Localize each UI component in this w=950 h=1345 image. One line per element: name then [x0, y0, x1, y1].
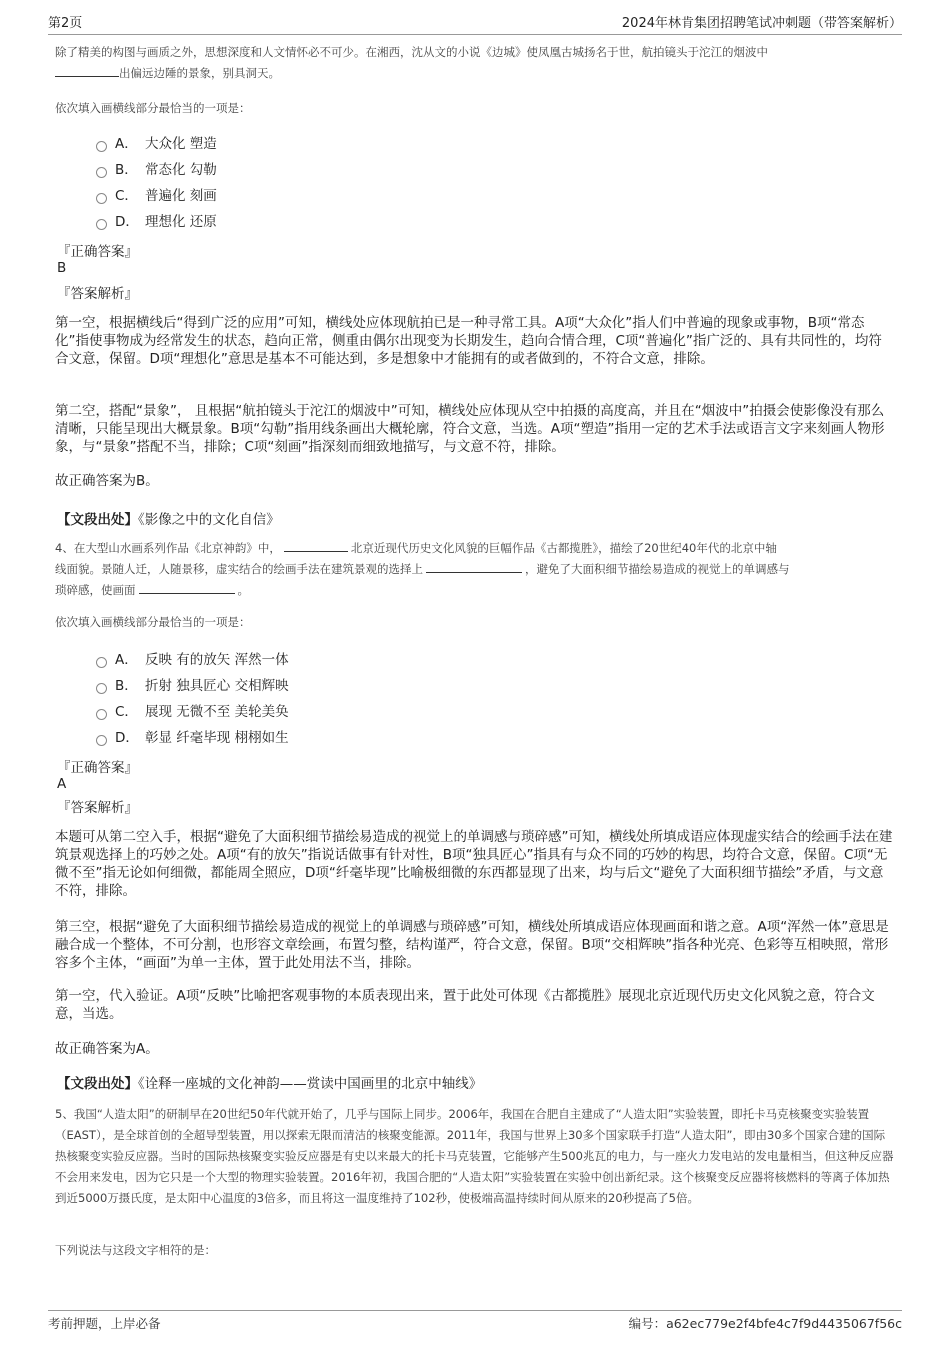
q4-answer: A	[57, 776, 67, 792]
document-code: 编号：a62ec779e2f4bfe4c7f9d4435067f56c	[628, 1316, 902, 1331]
q4-stem-line2	[55, 559, 895, 580]
option-letter: A．	[115, 652, 138, 668]
option-letter: B．	[115, 678, 138, 694]
option-letter: D．	[115, 730, 139, 746]
option-letter: C．	[115, 188, 138, 204]
q4-analysis-para3: 第一空，代入验证。A项“反映”比喻把客观事物的本质表现出来，置于此处可体现《古都揽胜》展现北京近现代历史文化风貌之意，符合文意，当选。	[55, 988, 875, 1022]
option-text: 理想化 还原	[145, 214, 217, 230]
q3-answer-label: 『正确答案』	[57, 244, 138, 260]
q3-stem	[55, 42, 895, 84]
q4-instruction: 依次填入画横线部分最恰当的一项是：	[55, 615, 251, 629]
q4-option-c[interactable]	[96, 702, 289, 722]
q3-analysis-para1: 第一空，根据横线后“得到广泛的应用”可知，横线处应体现航拍已是一种寻常工具。A项“大众化”指人们中普遍的现象或事物，B项“常态化”指使事物成为经常发生的状态，趋向正常，侧重由偶尔出现变为长期发生，趋向合情合理，C项“普遍化”指广泛的、具有共同性的，均符合文意，保留。D项“理想化”意思是基本不可能达到，多是想象中才能拥有的或者做到的，不符合文意，排除。	[55, 315, 882, 367]
footer-divider	[48, 1310, 902, 1311]
q3-option-b[interactable]	[96, 160, 217, 180]
q5-stem: 5、我国“人造太阳”的研制早在20世纪50年代就开始了，几乎与国际上同步。2006年，我国在合肥自主建成了“人造太阳”实验装置，即托卡马克核聚变实验装置（EAST），是全球首创的全超导型装置，用以探索无限而清洁的核聚变能源。2011年，我国与世界上30多个国家联手打造“人造太阳”，即由30多个国家合建的国际热核聚变实验反应器。当时的国际热核聚变实验反应器是有史以来最大的托卡马克装置，它能够产生500兆瓦的电力，与一座火力发电站的发电量相当，但这种反应器不会用来发电，因为它只是一个大型的物理实验装置。2016年初，我国合肥的“人造太阳”实验装置在实验中创出新纪录。这个核聚变反应器将核燃料的等离子体加热到近5000万摄氏度，是太阳中心温度的3倍多，而且将这一温度维持了102秒，使极端高温持续时间从原来的20秒提高了5倍。	[55, 1107, 894, 1205]
radio-icon[interactable]	[96, 657, 107, 668]
document-title: 2024年林肯集团招聘笔试冲刺题（带答案解析）	[621, 16, 902, 31]
radio-icon[interactable]	[96, 735, 107, 746]
option-text: 展现 无微不至 美轮美奂	[145, 704, 289, 720]
q3-instruction: 依次填入画横线部分最恰当的一项是：	[55, 101, 251, 115]
q4-source	[57, 1072, 482, 1092]
q4-conclusion: 故正确答案为A。	[55, 1041, 159, 1057]
q3-analysis-para2: 第二空，搭配“景象”， 且根据“航拍镜头于沱江的烟波中”可知，横线处应体现从空中拍摄的高度高，并且在“烟波中”拍摄会使影像没有那么清晰，只能呈现出大概景象。B项“勾勒”指用线条画出大概轮廓，符合文意，当选。A项“塑造”指用一定的艺术手法或语言文字来刻画人物形象，与“景象”搭配不当，排除；C项“刻画”指深刻而细致地描写，与文意不符，排除。	[55, 403, 885, 455]
q5-instruction: 下列说法与这段文字相符的是：	[55, 1243, 216, 1257]
option-text: 常态化 勾勒	[145, 162, 217, 178]
source-label: 【文段出处】	[57, 1076, 138, 1092]
source-text: 《影像之中的文化自信》	[138, 512, 280, 528]
page-header	[48, 12, 902, 32]
q3-answer: B	[57, 260, 67, 276]
q3-conclusion: 故正确答案为B。	[55, 473, 159, 489]
option-letter: D．	[115, 214, 139, 230]
q4-option-d[interactable]	[96, 728, 289, 748]
q3-stem-line1: 除了精美的构图与画质之外，思想深度和人文情怀必不可少。在湘西，沈从文的小说《边城》使凤凰古城扬名于世，航拍镜头于沱江的烟波中	[55, 45, 768, 59]
option-letter: A．	[115, 136, 138, 152]
q4-stem-d: ，避免了大面积细节描绘易造成的视觉上的单调感与	[525, 562, 790, 576]
q3-stem-tail: 出偏远边陲的景象，别具洞天。	[119, 66, 280, 80]
option-text: 彰显 纤毫毕现 栩栩如生	[145, 730, 289, 746]
option-text: 普遍化 刻画	[145, 188, 217, 204]
q4-stem-c: 线面貌。景随人迁，人随景移，虚实结合的绘画手法在建筑景观的选择上	[55, 562, 423, 576]
header-divider	[48, 34, 902, 35]
q4-stem-e: 琐碎感，使画面	[55, 583, 136, 597]
q3-source	[57, 508, 280, 528]
q4-analysis-label: 『答案解析』	[57, 800, 138, 816]
q4-stem-line3	[55, 580, 895, 601]
radio-icon[interactable]	[96, 193, 107, 204]
q4-stem-a: 4、在大型山水画系列作品《北京神韵》中，	[55, 541, 281, 555]
option-text: 反映 有的放矢 浑然一体	[145, 652, 289, 668]
q4-stem-b: 北京近现代历史文化风貌的巨幅作品《古都揽胜》，描绘了20世纪40年代的北京中轴	[350, 541, 777, 555]
footer-slogan: 考前押题，上岸必备	[48, 1316, 161, 1331]
q3-blank-2	[55, 64, 119, 77]
source-text: 《诠释一座城的文化神韵——赏读中国画里的北京中轴线》	[138, 1076, 483, 1092]
q4-stem-f: 。	[237, 583, 249, 597]
q3-stem-line2	[55, 63, 895, 84]
option-text: 大众化 塑造	[145, 136, 217, 152]
option-letter: C．	[115, 704, 138, 720]
radio-icon[interactable]	[96, 709, 107, 720]
page-number: 第2页	[48, 16, 83, 31]
radio-icon[interactable]	[96, 167, 107, 178]
option-letter: B．	[115, 162, 138, 178]
q3-analysis-label: 『答案解析』	[57, 286, 138, 302]
q4-analysis-para2: 第三空，根据“避免了大面积细节描绘易造成的视觉上的单调感与琐碎感”可知，横线处所填成语应体现画面和谐之意。A项“浑然一体”意思是融合成一个整体，不可分割，也形容文章绘画，布置匀整，结构谨严，符合文意，保留。B项“交相辉映”指各种光亮、色彩等互相映照，常形容多个主体，“画面”为单一主体，置于此处用法不当，排除。	[55, 919, 889, 971]
q4-analysis-para1: 本题可从第二空入手，根据“避免了大面积细节描绘易造成的视觉上的单调感与琐碎感”可知，横线处所填成语应体现虚实结合的绘画手法在建筑景观选择上的巧妙之处。A项“有的放矢”指说话做事有针对性，B项“独具匠心”指具有与众不同的巧妙的构思，均符合文意，保留。C项“无微不至”指无论如何细微，都能周全照应，D项“纤毫毕现”比喻极细微的东西都显现了出来，均与后文“避免了大面积细节描绘”矛盾，与文意不符，排除。	[55, 829, 893, 899]
q4-option-b[interactable]	[96, 676, 289, 696]
q4-blank-1	[284, 539, 348, 552]
option-text: 折射 独具匠心 交相辉映	[145, 678, 289, 694]
radio-icon[interactable]	[96, 683, 107, 694]
q3-option-a[interactable]	[96, 134, 217, 154]
q4-option-a[interactable]	[96, 650, 289, 670]
q3-option-c[interactable]	[96, 186, 217, 206]
q4-stem	[55, 538, 895, 601]
q4-blank-3	[139, 581, 235, 594]
q4-answer-label: 『正确答案』	[57, 760, 138, 776]
source-label: 【文段出处】	[57, 512, 138, 528]
q4-blank-2	[426, 560, 522, 573]
radio-icon[interactable]	[96, 219, 107, 230]
q4-stem-line1	[55, 538, 895, 559]
q3-option-d[interactable]	[96, 212, 217, 232]
radio-icon[interactable]	[96, 141, 107, 152]
